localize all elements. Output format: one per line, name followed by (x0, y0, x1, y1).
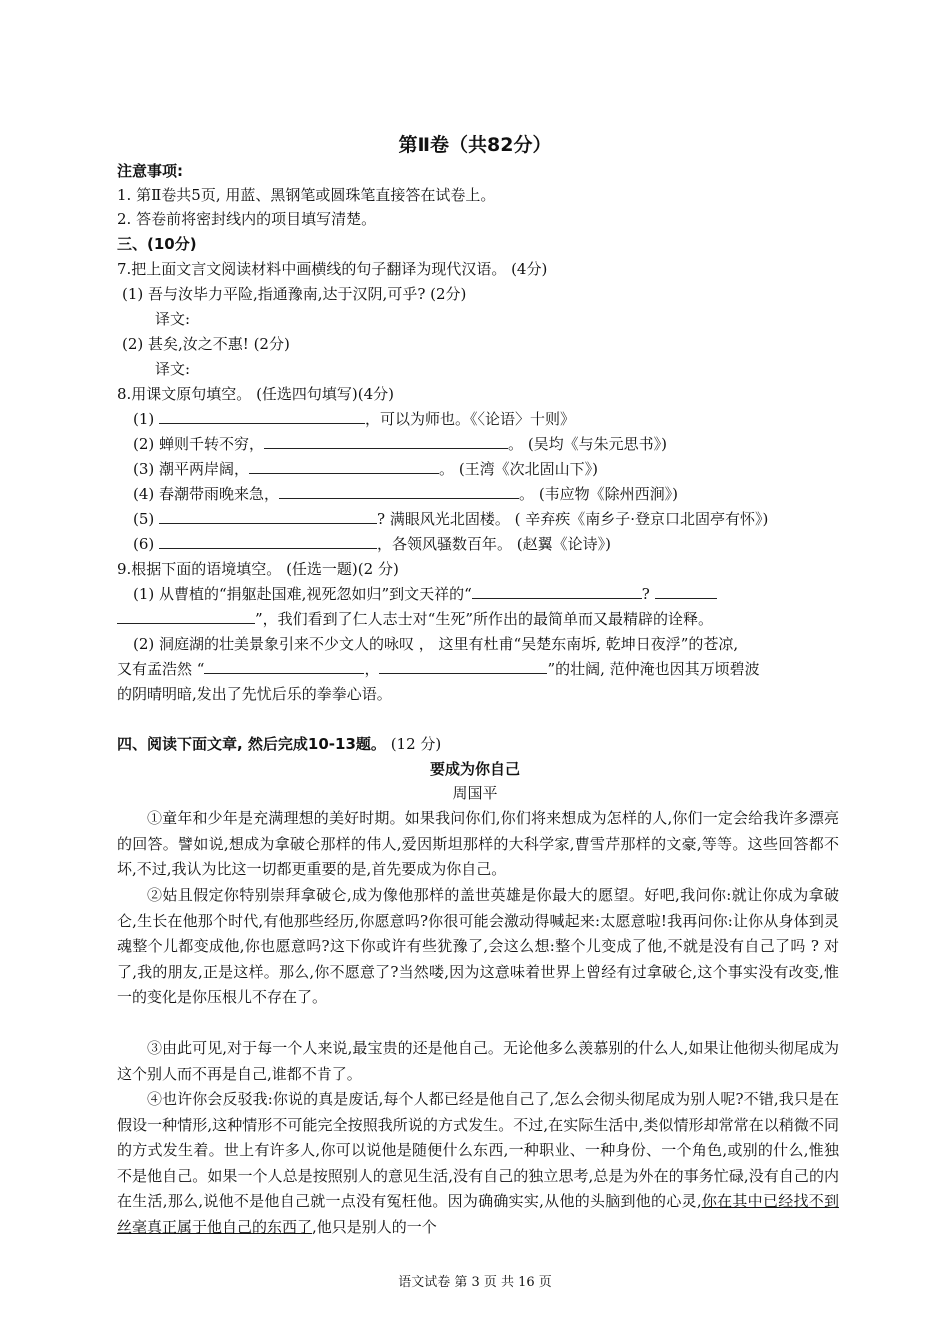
q7-sub2-answer-label: 译文: (155, 360, 191, 378)
notes-item-2: 2. 答卷前将密封线内的项目填写清楚。 (117, 210, 377, 228)
answer-blank[interactable] (655, 584, 717, 599)
q9-part2-line3: 的阴晴明暗,发出了先忧后乐的拳拳心语。 (117, 685, 392, 703)
notes-heading: 注意事项: (117, 162, 183, 180)
q8-item-before: 春潮带雨晚来急， (159, 485, 280, 503)
answer-blank[interactable] (249, 459, 439, 474)
section4-heading-line (117, 733, 441, 755)
article-para-2: ②姑且假定你特别崇拜拿破仑,成为像他那样的盖世英雄是你最大的愿望。好吧,我问你:就让你成为拿破仑,生长在他那个时代,有他那些经历,你愿意吗?你很可能会激动得喊起来:太愿意啦!我再问你:让你从身体到灵魂整个儿都变成他,你也愿意吗?这下你或许有些犹豫了,会这么想:整个儿变成了他,不就是没有自己了吗 ? 对了,我的朋友,正是这样。那么,你不愿意了?当然喽,因为这意味着世界上曾经有过拿破仑,这个事实没有改变,惟一的变化是你压根儿不存在了。 (117, 886, 839, 1006)
q8-item-4 (133, 483, 678, 505)
answer-blank[interactable] (159, 409, 365, 424)
q9-part2-text-mid: ”的壮阔, 范仲淹也因其万顷碧波 (547, 660, 760, 678)
q8-item-6 (133, 533, 611, 555)
q8-item-num: (6) (133, 535, 155, 553)
answer-blank[interactable] (159, 534, 377, 549)
q7-sub2: (2) 甚矣,汝之不惠! (2分) (122, 335, 290, 353)
article-para-1: ①童年和少年是充满理想的美好时期。如果我问你们,你们将来想成为怎样的人,你们一定会给我许多漂亮的回答。譬如说,想成为拿破仑那样的伟人,爱因斯坦那样的大科学家,曹雪芹那样的文豪,等等。这些回答都不坏,不过,我认为比这一切都更重要的是,首先要成为你自己。 (117, 809, 839, 878)
answer-blank[interactable] (279, 484, 519, 499)
q7-sub1-answer-label: 译文: (155, 310, 191, 328)
q8-item-num: (1) (133, 410, 155, 428)
q7-stem: 7.把上面文言文阅读材料中画横线的句子翻译为现代汉语。 (4分) (117, 260, 548, 278)
q8-item-before: 蝉则千转不穷， (159, 435, 265, 453)
q9-part1-text-end: ”，我们看到了仁人志士对“生死”所作出的最简单而又最精辟的诠释。 (255, 610, 714, 628)
section3-heading: 三、(10分) (117, 235, 197, 253)
section4-score: (12 分) (390, 735, 442, 753)
page-footer: 语文试卷 第 3 页 共 16 页 (398, 1275, 552, 1290)
article-title: 要成为你自己 (429, 760, 520, 778)
q9-part2-comma: ， (364, 660, 380, 678)
q9-part1-text: (1) 从曹植的“捐躯赴国难,视死忽如归”到文天祥的“ (133, 585, 472, 603)
q8-item-num: (2) (133, 435, 155, 453)
q8-item-3 (133, 458, 598, 480)
article-para-3: ③由此可见,对于每一个人来说,最宝贵的还是他自己。无论他多么羡慕别的什么人,如果让他彻头彻尾成为这个别人而不再是自己,谁都不肯了。 (117, 1039, 839, 1083)
q8-item-after: 。 (吴均《与朱元思书》) (508, 435, 668, 453)
q9-part1-line1 (133, 583, 717, 605)
q8-item-num: (3) (133, 460, 155, 478)
q8-item-5 (133, 508, 768, 530)
q8-item-2 (133, 433, 667, 455)
q9-stem: 9.根据下面的语境填空。 (任选一题)(2 分) (117, 560, 399, 578)
article-para-4 (117, 1087, 839, 1240)
q8-item-before: 潮平两岸阔， (159, 460, 250, 478)
q9-part2-line1: (2) 洞庭湖的壮美景象引来不少文人的咏叹 ， 这里有杜甫“吴楚东南坼, 乾坤日夜浮”的苍凉, (133, 635, 739, 653)
answer-blank[interactable] (264, 434, 508, 449)
q8-stem: 8.用课文原句填空。 (任选四句填写)(4分) (117, 385, 395, 403)
q8-item-after: 。 (韦应物《除州西涧》) (519, 485, 679, 503)
q8-item-after: 。 (王湾《次北固山下》) (439, 460, 599, 478)
q9-part1-qmark: ? (641, 585, 650, 603)
q9-part2-line2 (117, 658, 760, 680)
answer-blank[interactable] (159, 509, 377, 524)
answer-blank[interactable] (117, 609, 255, 624)
q9-part2-text: 又有孟浩然 “ (117, 660, 205, 678)
q8-item-after: ，各领风骚数百年。 (赵翼《论诗》) (377, 535, 612, 553)
q8-item-1 (133, 408, 575, 430)
notes-item-1: 1. 第Ⅱ卷共5页, 用蓝、黑钢笔或圆珠笔直接答在试卷上。 (117, 186, 496, 204)
q9-part1-line2 (117, 608, 713, 630)
para4-underlined-sentence: 你在其中已经找不到丝毫真正属于他自己的东西了 (117, 1192, 839, 1236)
para4-text-end: ,他只是别人的一个 (312, 1217, 437, 1236)
answer-blank[interactable] (472, 584, 642, 599)
q8-item-after: ? 满眼风光北固楼。 ( 辛弃疾《南乡子·登京口北固亭有怀》) (377, 510, 769, 528)
section4-heading: 四、阅读下面文章, 然后完成10-13题。 (117, 735, 386, 753)
para4-text: ④也许你会反驳我:你说的真是废话,每个人都已经是他自己了,怎么会彻头彻尾成为别人呢?不错,我只是在假设一种情形,这种情形不可能完全按照我所说的方式发生。不过,在实际生活中,类似情形却常常在以稍微不同的方式发生着。世上有许多人,你可以说他是随便什么东西,一种职业、一种身份、一个角色,或别的什么,惟独不是他自己。如果一个人总是按照别人的意见生活,没有自己的独立思考,总是为外在的事务忙碌,没有自己的内在生活,那么,说他不是他自己就一点没有冤枉他。因为确确实实,从他的头脑到他的心灵, (117, 1090, 839, 1210)
q8-item-num: (5) (133, 510, 155, 528)
q8-item-num: (4) (133, 485, 155, 503)
q7-sub1: (1) 吾与汝毕力平险,指通豫南,达于汉阴,可乎? (2分) (122, 285, 467, 303)
article-author: 周国平 (452, 784, 498, 802)
answer-blank[interactable] (204, 659, 364, 674)
q8-item-after: ，可以为师也。《〈论语〉十则》 (365, 410, 576, 428)
page-title: 第Ⅱ卷（共82分） (398, 134, 552, 156)
answer-blank[interactable] (379, 659, 547, 674)
